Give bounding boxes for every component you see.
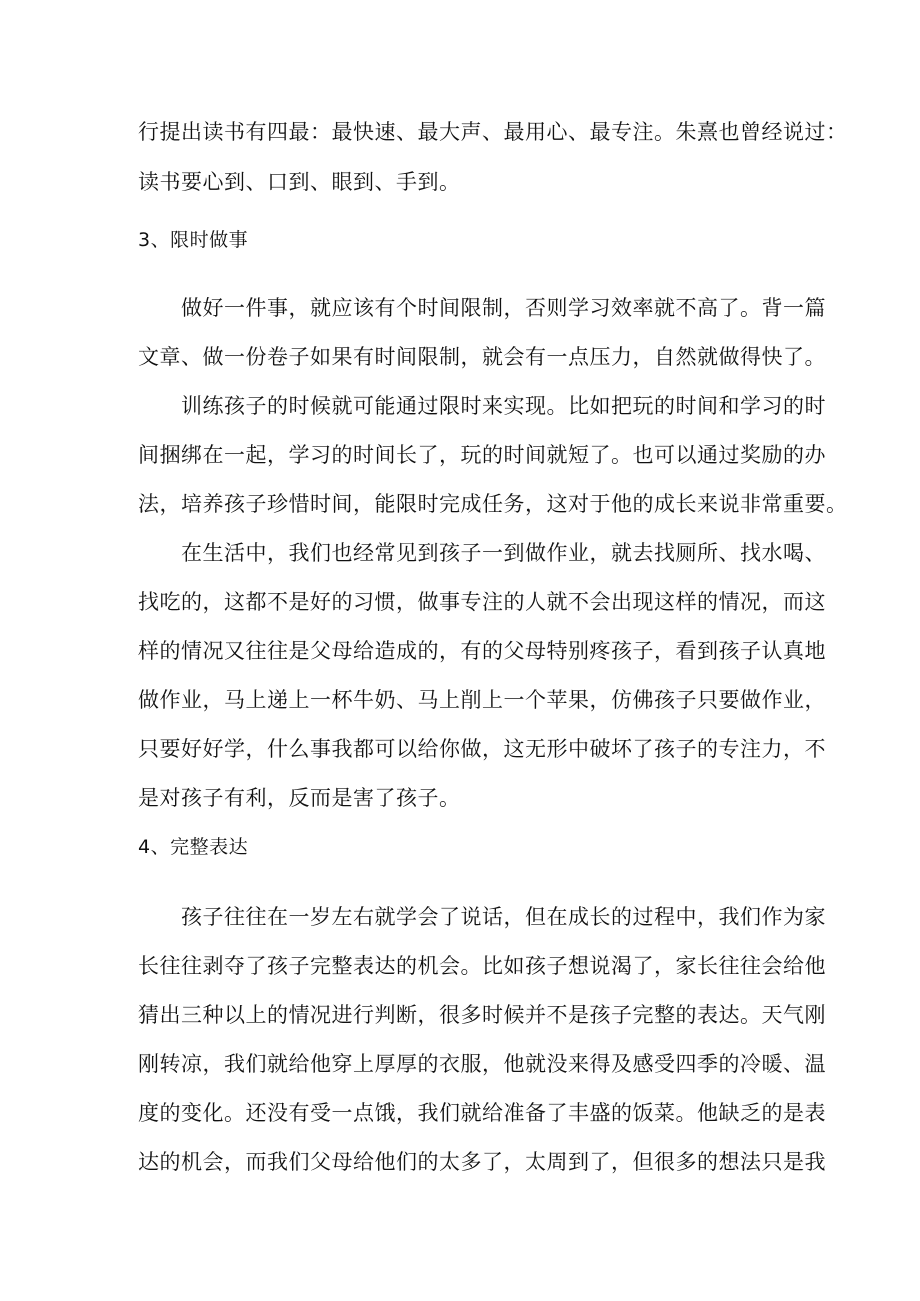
s3-p1-line-1: 做好一件事，就应该有个时间限制，否则学习效率就不高了。背一篇 xyxy=(181,296,826,320)
s3-p2-line-2: 间捆绑在一起，学习的时间长了，玩的时间就短了。也可以通过奖励的办 xyxy=(138,443,826,467)
s3-p3-line-1: 在生活中，我们也经常见到孩子一到做作业，就去找厕所、找水喝、 xyxy=(181,541,826,565)
s3-p1-line-2: 文章、做一份卷子如果有时间限制，就会有一点压力，自然就做得快了。 xyxy=(138,345,826,369)
s4-p1-line-4: 刚转凉，我们就给他穿上厚厚的衣服，他就没来得及感受四季的冷暖、温 xyxy=(138,1052,826,1076)
s4-p1-line-5: 度的变化。还没有受一点饿，我们就给准备了丰盛的饭菜。他缺乏的是表 xyxy=(138,1101,826,1125)
section-3-heading: 3、限时做事 xyxy=(138,229,249,251)
s4-p1-line-6: 达的机会，而我们父母给他们的太多了，太周到了，但很多的想法只是我 xyxy=(138,1150,826,1174)
s3-p3-line-2: 找吃的，这都不是好的习惯，做事专注的人就不会出现这样的情况，而这 xyxy=(138,590,826,614)
section-4-heading: 4、完整表达 xyxy=(138,836,249,858)
s3-p2-line-1: 训练孩子的时候就可能通过限时来实现。比如把玩的时间和学习的时 xyxy=(181,394,826,418)
s4-p1-line-3: 猜出三种以上的情况进行判断，很多时候并不是孩子完整的表达。天气刚 xyxy=(138,1003,826,1027)
s4-p1-line-1: 孩子往往在一岁左右就学会了说话，但在成长的过程中，我们作为家 xyxy=(181,905,826,929)
s3-p3-line-6: 是对孩子有利，反而是害了孩子。 xyxy=(138,786,461,810)
s3-p3-line-4: 做作业，马上递上一杯牛奶、马上削上一个苹果，仿佛孩子只要做作业， xyxy=(138,688,826,712)
intro-line-1: 行提出读书有四最：最快速、最大声、最用心、最专注。朱熹也曾经说过： xyxy=(138,120,848,144)
s3-p3-line-3: 样的情况又往往是父母给造成的，有的父母特别疼孩子，看到孩子认真地 xyxy=(138,639,826,663)
s3-p2-line-3: 法，培养孩子珍惜时间，能限时完成任务，这对于他的成长来说非常重要。 xyxy=(138,492,848,516)
intro-line-2: 读书要心到、口到、眼到、手到。 xyxy=(138,170,461,194)
s3-p3-line-5: 只要好好学，什么事我都可以给你做，这无形中破坏了孩子的专注力，不 xyxy=(138,737,826,761)
s4-p1-line-2: 长往往剥夺了孩子完整表达的机会。比如孩子想说渴了，家长往往会给他 xyxy=(138,954,826,978)
